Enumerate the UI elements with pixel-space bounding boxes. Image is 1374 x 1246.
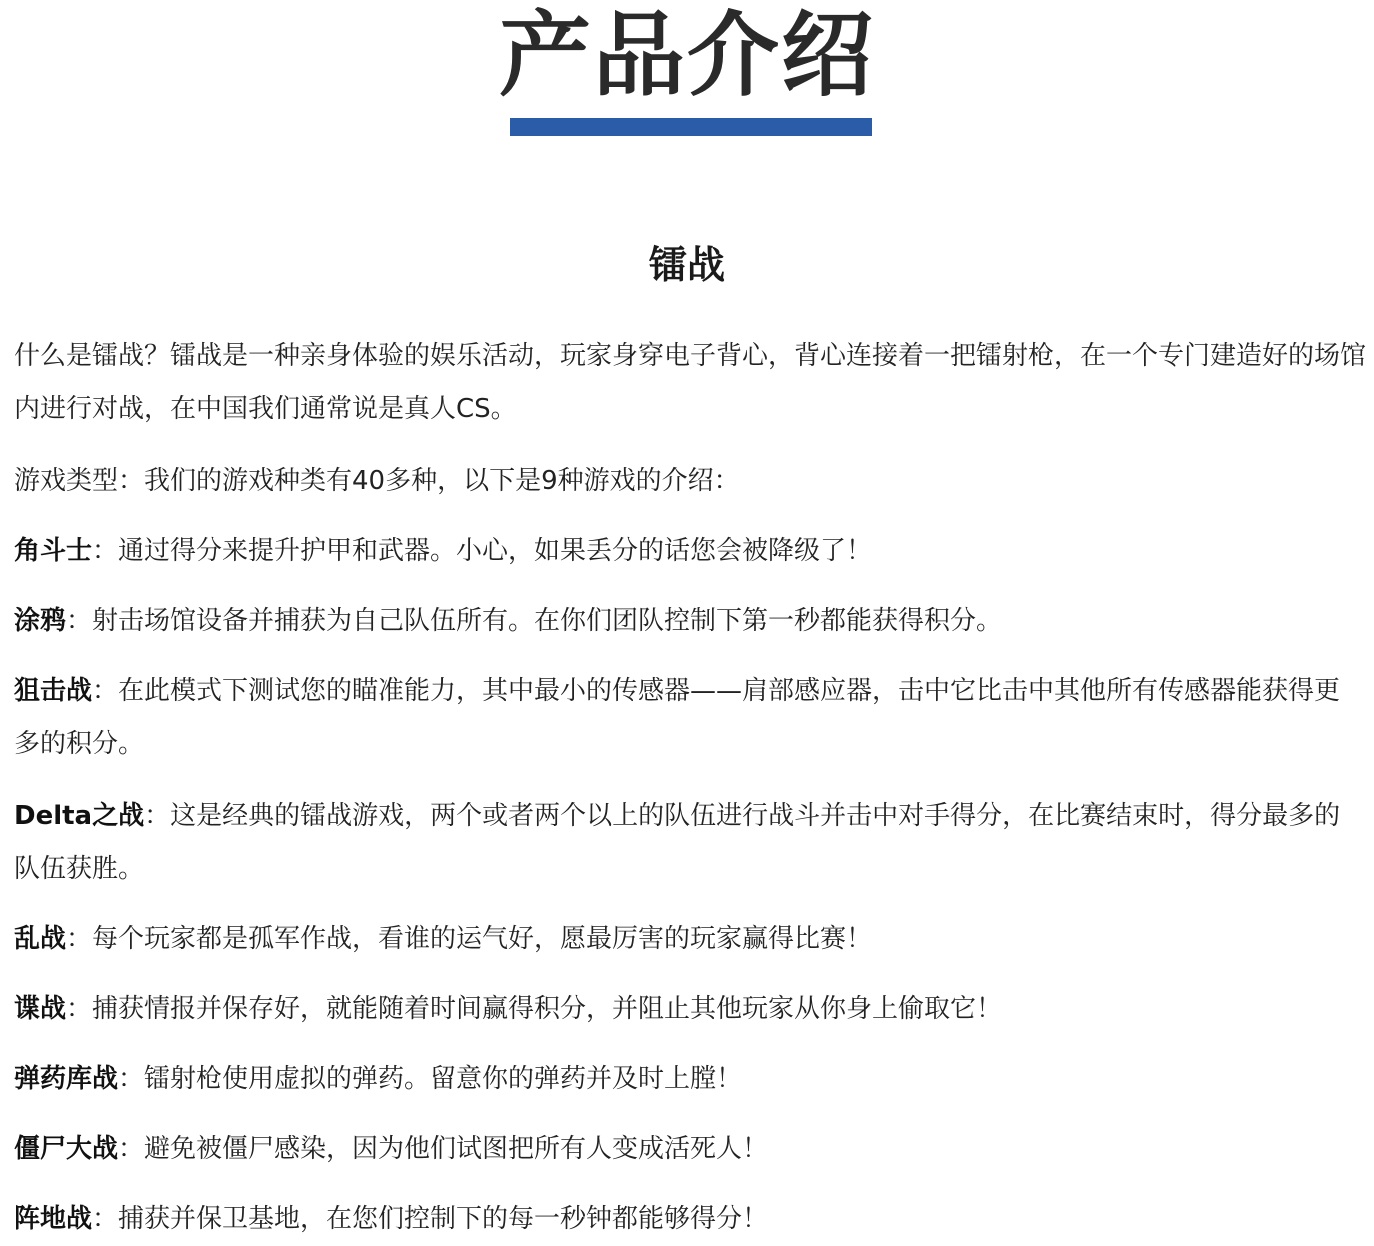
game-entry-gladiator xyxy=(14,525,1366,578)
game-description: 捕获情报并保存好，就能随着时间赢得积分，并阻止其他玩家从你身上偷取它！ xyxy=(92,994,1003,1024)
game-entry-territory xyxy=(14,1193,1366,1246)
game-entry-ammo xyxy=(14,1053,1366,1106)
game-separator: ： xyxy=(92,676,119,706)
game-name: 乱战 xyxy=(14,924,67,954)
game-entry-melee xyxy=(14,913,1366,966)
game-separator: ： xyxy=(92,1204,119,1234)
banner-title: 产品介绍 xyxy=(498,2,875,109)
game-description: 通过得分来提升护甲和武器。小心，如果丢分的话您会被降级了！ xyxy=(118,536,873,566)
game-separator: ： xyxy=(118,1064,145,1094)
page-banner xyxy=(0,0,1374,140)
game-description: 每个玩家都是孤军作战，看谁的运气好，愿最厉害的玩家赢得比赛！ xyxy=(92,924,873,954)
game-separator: ： xyxy=(66,994,93,1024)
game-separator: ： xyxy=(144,801,171,831)
game-name: 僵尸大战 xyxy=(14,1134,119,1164)
game-separator: ： xyxy=(118,1134,145,1164)
game-description: 在此模式下测试您的瞄准能力，其中最小的传感器——肩部感应器，击中它比击中其他所有传感器能获得更多的积分。 xyxy=(14,676,1341,759)
game-name: 谍战 xyxy=(14,994,67,1024)
game-name: 弹药库战 xyxy=(14,1064,119,1094)
intro-paragraph: 什么是镭战？镭战是一种亲身体验的娱乐活动，玩家身穿电子背心，背心连接着一把镭射枪，在一个专门建造好的场馆内进行对战，在中国我们通常说是真人CS。 xyxy=(14,341,1367,424)
game-separator: ： xyxy=(66,924,93,954)
game-separator: ： xyxy=(92,536,119,566)
game-description: 这是经典的镭战游戏，两个或者两个以上的队伍进行战斗并击中对手得分，在比赛结束时，得分最多的队伍获胜。 xyxy=(14,801,1341,884)
game-name: 角斗士 xyxy=(14,536,93,566)
game-name: Delta之战 xyxy=(14,801,145,831)
game-description: 捕获并保卫基地，在您们控制下的每一秒钟都能够得分！ xyxy=(118,1204,769,1234)
game-types-paragraph: 游戏类型：我们的游戏种类有40多种，以下是9种游戏的介绍： xyxy=(14,466,740,496)
game-name: 狙击战 xyxy=(14,676,93,706)
game-description: 避免被僵尸感染，因为他们试图把所有人变成活死人！ xyxy=(144,1134,769,1164)
game-name: 涂鸦 xyxy=(14,606,67,636)
banner-underline xyxy=(510,118,872,136)
game-separator: ： xyxy=(66,606,93,636)
game-entry-graffiti xyxy=(14,595,1366,648)
game-entry-sniper xyxy=(14,665,1366,771)
game-name: 阵地战 xyxy=(14,1204,93,1234)
game-entry-delta xyxy=(14,790,1366,896)
game-entry-espionage xyxy=(14,983,1366,1036)
game-description: 镭射枪使用虚拟的弹药。留意你的弹药并及时上膛！ xyxy=(144,1064,743,1094)
game-description: 射击场馆设备并捕获为自己队伍所有。在你们团队控制下第一秒都能获得积分。 xyxy=(92,606,1003,636)
section-title: 镭战 xyxy=(648,243,725,287)
game-entry-zombie xyxy=(14,1123,1366,1176)
